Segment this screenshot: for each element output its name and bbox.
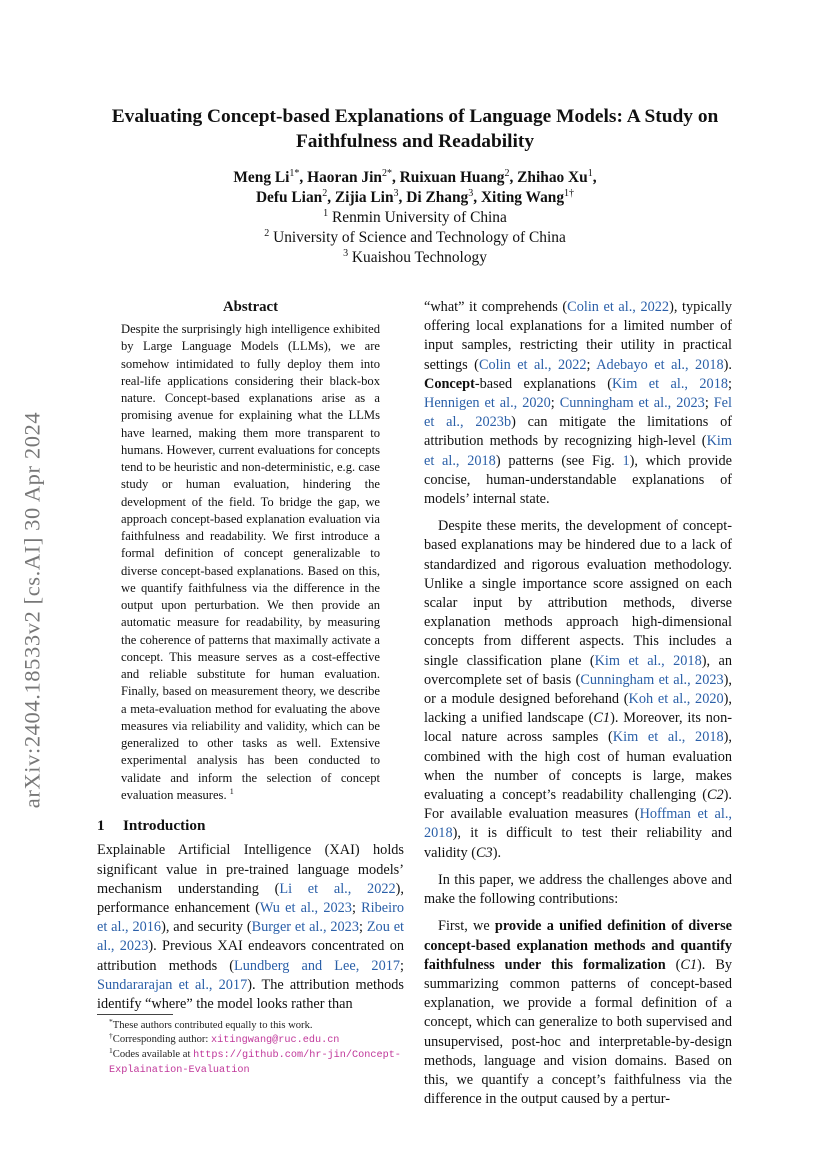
paragraph: “what” it comprehends (Colin et al., 2022), typically offering local explanations for a limited number of input samples, restricting their utility in practical settings (Colin et al., 2022; Adebayo et al., 2018). Concept-based explanations (Kim et al., 2018; Hennigen et al., 2020; Cunningham et al., 2023; Fel et al., 2023b) can mitigate the limitations of attribution methods by recognizing high-level (Kim et al., 2018) patterns (see Fig. 1), which provide concise, human-understandable explanations of models’ internal state.	[424, 299, 733, 508]
footnote: $^1$Codes available at https://github.com/hr-jin/Concept-Explaination-Evaluation	[109, 1046, 401, 1076]
citation-link[interactable]: Colin et al., 2022	[478, 356, 587, 373]
citation-link[interactable]: Zou et al., 2023	[97, 919, 405, 955]
author-affiliation-mark: 1*	[289, 168, 300, 179]
author-affiliation-mark: 1†	[564, 188, 575, 199]
author-affiliation-mark: 1	[587, 168, 593, 179]
author-name: Defu Lian	[255, 189, 323, 206]
section-title: Introduction	[123, 817, 206, 835]
abstract-text: Despite the surprisingly high intelligence exhibited by Large Language Models (LLMs), we are somehow intimidated to fully deploy them into real-life applications considering their black-box nature. Concept-based explanations arise as a promising avenue for explaining what the LLMs have learned, making them more transparent to humans. However, current evaluations for concepts tend to be heuristic and non-deterministic, e.g. case study or human evaluation, hindering the development of the field. To bridge the gap, we approach concept-based explanation evaluation via faithfulness and readability. We first introduce a formal definition of concept generalizable to diverse concept-based explanations. Based on this, we quantify faithfulness via the difference in the output upon perturbation. We then provide an automatic measure for readability, by measuring the coherence of patterns that maximally activate a concept. This measure serves as a cost-effective and reliable substitute for human evaluation. Finally, based on measurement theory, we describe a meta-evaluation method for evaluating the above measures via reliability and validity, which can be generalized to other tasks as well. Extensive experimental analysis has been conducted to validate and inform the selection of concept evaluation measures. $^1$	[121, 322, 380, 802]
citation-link[interactable]: Fel et al., 2023b	[424, 395, 733, 431]
arxiv-sidebar	[12, 370, 52, 850]
figure-reference-link[interactable]: 1	[622, 452, 630, 469]
footnote: *These authors contributed equally to this work.	[109, 1017, 313, 1031]
challenge-label: C2	[706, 787, 724, 804]
author-name: Haoran Jin	[307, 169, 382, 186]
citation-link[interactable]: Cunningham et al., 2023	[580, 671, 724, 688]
author-name: Zhihao Xu	[517, 169, 588, 186]
citation-link[interactable]: Li et al., 2022	[279, 880, 396, 897]
paragraph: Despite these merits, the development of concept-based explanations may be hindered due to a lack of standardized and rigorous evaluation methodology. Unlike a single importance score assigned on each scalar input by attribution methods, diverse explanation methods approach high-dimensional concepts from different aspects. This includes a single classification plane (Kim et al., 2018), an overcomplete set of basis (Cunningham et al., 2023), or a module designed beforehand (Koh et al., 2020), lacking a unified landscape (C1). Moreover, its non-local nature across samples (Kim et al., 2018), combined with the high cost of human evaluation when the number of concepts is large, makes evaluating a concept’s readability challenging (C2). For available evaluation measures (Hoffman et al., 2018), it is difficult to test their reliability and validity (C3).	[424, 518, 732, 861]
author-affiliation-mark: 2	[504, 168, 510, 179]
left-column	[97, 298, 404, 1022]
paragraph: Explainable Artificial Intelligence (XAI) holds significant value in pre-trained language models’ mechanism understanding (Li et al., 2022), performance enhancement (Wu et al., 2023; Ribeiro et al., 2016), and security (Burger et al., 2023; Zou et al., 2023). Previous XAI endeavors concentrated on attribution methods (Lundberg and Lee, 2017; Sundararajan et al., 2017). The attribution methods identify “where” the model looks rather than	[97, 842, 405, 1013]
citation-link[interactable]: Lundberg and Lee, 2017	[234, 957, 401, 974]
author-affiliation-mark: 2	[322, 188, 328, 199]
arxiv-identifier: arXiv:2404.18533v2 [cs.AI] 30 Apr 2024	[19, 411, 44, 809]
author-name: Meng Li	[233, 169, 290, 186]
citation-link[interactable]: Colin et al., 2022	[567, 299, 670, 315]
code-url-link[interactable]: https://github.com/hr-jin/Concept-Explaination-Evaluation	[109, 1050, 401, 1076]
citation-link[interactable]: Burger et al., 2023	[251, 919, 359, 936]
author-block	[95, 168, 735, 268]
bold-contribution: provide a unified definition of diverse concept-based explanation methods and quantify faithfulness under this formalization	[424, 918, 732, 973]
affiliation: $^2$ University of Science and Technology of China	[264, 228, 566, 246]
right-column	[424, 298, 732, 1117]
footnote: †Corresponding author: xitingwang@ruc.edu.cn	[109, 1031, 340, 1046]
footnote-divider	[97, 1014, 173, 1015]
citation-link[interactable]: Kim et al., 2018	[612, 729, 724, 746]
author-name: Ruixuan Huang	[399, 169, 505, 186]
challenge-label: C1	[593, 710, 611, 727]
author-affiliation-mark: 3	[468, 188, 474, 199]
citation-link[interactable]: Koh et al., 2020	[628, 691, 724, 708]
citation-link[interactable]: Hoffman et al., 2018	[424, 806, 732, 842]
author-name: Di Zhang	[406, 189, 469, 206]
paragraph: First, we provide a unified definition of diverse concept-based explanation methods and quantify faithfulness under this formalization (C1). By summarizing common patterns of concept-based explanation, we provide a formal definition of a concept, which can generalize to both supervised and unsupervised, post-hoc and interpretable-by-design methods, language and vision domains. Based on this, we quantify a concept’s faithfulness via the difference in the output caused by a pertur-	[424, 918, 733, 1108]
bold-term: Concept	[424, 375, 475, 392]
paper-title: Evaluating Concept-based Explanations of Language Models: A Study on Faithfulness and Readability	[111, 106, 719, 152]
author-affiliation-mark: 3	[393, 188, 399, 199]
citation-link[interactable]: Kim et al., 2018	[611, 375, 729, 392]
affiliation: $^3$ Kuaishou Technology	[343, 248, 487, 266]
citation-link[interactable]: Ribeiro et al., 2016	[97, 900, 405, 936]
author-name: Zijia Lin	[334, 189, 394, 206]
abstract-heading: Abstract	[222, 299, 279, 315]
citation-link[interactable]: Kim et al., 2018	[424, 433, 732, 469]
affiliation: $^1$ Renmin University of China	[323, 208, 507, 226]
footnotes	[97, 1014, 404, 1078]
citation-link[interactable]: Kim et al., 2018	[594, 652, 702, 669]
section-number: 1	[97, 817, 105, 835]
author-affiliation-mark: 2*	[381, 168, 392, 179]
email-link[interactable]: xitingwang@ruc.edu.cn	[211, 1035, 340, 1046]
citation-link[interactable]: Cunningham et al., 2023	[559, 395, 705, 412]
citation-link[interactable]: Wu et al., 2023	[259, 900, 352, 917]
citation-link[interactable]: Sundararajan et al., 2017	[97, 976, 248, 993]
citation-link[interactable]: Adebayo et al., 2018	[596, 356, 724, 373]
author-name: Xiting Wang	[480, 189, 565, 206]
challenge-label: C3	[476, 844, 493, 861]
citation-link[interactable]: Hennigen et al., 2020	[424, 395, 551, 412]
footnote-mark: 1	[229, 786, 234, 796]
section-heading	[97, 816, 404, 835]
paragraph: In this paper, we address the challenges above and make the following contributions:	[424, 871, 732, 908]
author-list: Meng $Li^{1*}$, Haoran Jin$^{2*}$, Ruixuan Huang$^2$, Zhihao Xu$^1$, Defu Lian$^2$, Zijia Lin$^3$, Di Zhang$^3$, Xiting Wang$^{1\dagger}$	[233, 168, 597, 206]
challenge-label: C1	[680, 956, 698, 973]
